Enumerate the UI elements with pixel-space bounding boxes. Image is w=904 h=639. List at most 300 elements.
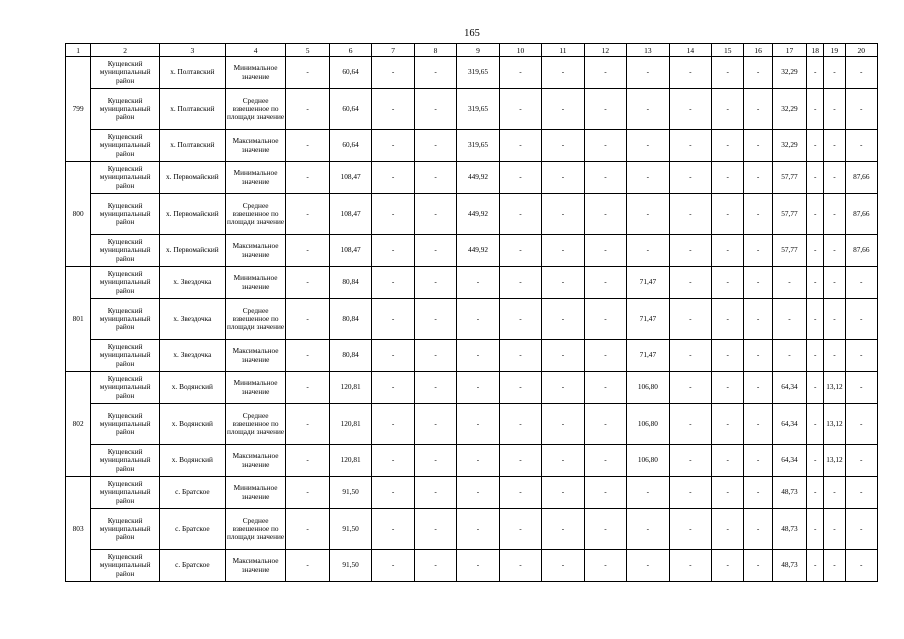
value-cell: 64,34	[772, 404, 806, 445]
column-header: 5	[286, 44, 329, 57]
settlement-cell: х. Звездочка	[160, 340, 226, 372]
value-cell: -	[584, 404, 626, 445]
value-cell: 108,47	[329, 235, 371, 267]
value-cell: -	[414, 267, 456, 299]
column-header: 17	[772, 44, 806, 57]
value-cell: -	[542, 267, 584, 299]
column-header: 19	[824, 44, 845, 57]
value-cell: -	[584, 550, 626, 582]
value-cell: -	[824, 194, 845, 235]
settlement-cell: х. Первомайский	[160, 235, 226, 267]
value-cell: -	[772, 267, 806, 299]
value-cell: 106,80	[627, 445, 669, 477]
value-cell: -	[414, 299, 456, 340]
value-cell: -	[457, 340, 499, 372]
table-row	[66, 509, 878, 550]
district-cell: Кущевский муниципальный район	[91, 235, 160, 267]
value-cell: -	[286, 509, 329, 550]
value-cell: -	[845, 372, 877, 404]
value-cell: -	[807, 194, 824, 235]
value-cell: 449,92	[457, 235, 499, 267]
value-cell: -	[584, 477, 626, 509]
value-cell: -	[712, 162, 744, 194]
settlement-cell: х. Первомайский	[160, 194, 226, 235]
statistic-cell: Максимальное значение	[225, 550, 286, 582]
column-header: 18	[807, 44, 824, 57]
value-cell: -	[669, 477, 711, 509]
value-cell: -	[845, 130, 877, 162]
district-cell: Кущевский муниципальный район	[91, 89, 160, 130]
value-cell: -	[845, 340, 877, 372]
value-cell: 48,73	[772, 477, 806, 509]
value-cell: -	[286, 130, 329, 162]
value-cell: 87,66	[845, 162, 877, 194]
value-cell: -	[286, 194, 329, 235]
row-number: 800	[66, 162, 91, 267]
value-cell: -	[286, 89, 329, 130]
district-cell: Кущевский муниципальный район	[91, 57, 160, 89]
value-cell: -	[712, 445, 744, 477]
value-cell: -	[584, 89, 626, 130]
table-row	[66, 130, 878, 162]
value-cell: -	[712, 340, 744, 372]
settlement-cell: х. Полтавский	[160, 130, 226, 162]
value-cell: 71,47	[627, 299, 669, 340]
value-cell: -	[744, 299, 772, 340]
value-cell: 319,65	[457, 57, 499, 89]
value-cell: -	[807, 340, 824, 372]
column-header: 15	[712, 44, 744, 57]
value-cell: -	[286, 477, 329, 509]
value-cell: -	[627, 130, 669, 162]
value-cell: -	[414, 89, 456, 130]
table-row	[66, 299, 878, 340]
district-cell: Кущевский муниципальный район	[91, 550, 160, 582]
value-cell: 106,80	[627, 404, 669, 445]
value-cell: -	[712, 57, 744, 89]
value-cell: -	[824, 550, 845, 582]
settlement-cell: х. Звездочка	[160, 267, 226, 299]
value-cell: 71,47	[627, 267, 669, 299]
value-cell: -	[372, 162, 414, 194]
value-cell: -	[499, 299, 541, 340]
value-cell: -	[669, 299, 711, 340]
value-cell: -	[845, 477, 877, 509]
value-cell: 108,47	[329, 162, 371, 194]
value-cell: -	[744, 194, 772, 235]
value-cell: -	[744, 477, 772, 509]
value-cell: -	[712, 89, 744, 130]
value-cell: -	[669, 550, 711, 582]
value-cell: -	[712, 299, 744, 340]
value-cell: -	[372, 404, 414, 445]
value-cell: -	[499, 130, 541, 162]
value-cell: 48,73	[772, 509, 806, 550]
value-cell: -	[845, 267, 877, 299]
value-cell: -	[457, 509, 499, 550]
value-cell: -	[499, 235, 541, 267]
column-header: 16	[744, 44, 772, 57]
column-header: 4	[225, 44, 286, 57]
district-cell: Кущевский муниципальный район	[91, 299, 160, 340]
value-cell: 13,12	[824, 372, 845, 404]
value-cell: -	[286, 372, 329, 404]
value-cell: -	[542, 404, 584, 445]
value-cell: -	[627, 162, 669, 194]
value-cell: 57,77	[772, 162, 806, 194]
value-cell: -	[807, 267, 824, 299]
value-cell: -	[499, 477, 541, 509]
value-cell: -	[457, 445, 499, 477]
data-table	[65, 43, 878, 582]
value-cell: -	[457, 267, 499, 299]
value-cell: -	[584, 235, 626, 267]
table-row	[66, 445, 878, 477]
value-cell: -	[807, 162, 824, 194]
value-cell: -	[414, 57, 456, 89]
settlement-cell: с. Братское	[160, 550, 226, 582]
district-cell: Кущевский муниципальный район	[91, 372, 160, 404]
value-cell: -	[824, 267, 845, 299]
value-cell: 80,84	[329, 267, 371, 299]
settlement-cell: х. Полтавский	[160, 89, 226, 130]
value-cell: 32,29	[772, 130, 806, 162]
value-cell: -	[414, 194, 456, 235]
value-cell: -	[807, 57, 824, 89]
value-cell: -	[744, 267, 772, 299]
value-cell: -	[457, 477, 499, 509]
value-cell: -	[372, 194, 414, 235]
value-cell: -	[845, 404, 877, 445]
column-header: 14	[669, 44, 711, 57]
column-header: 11	[542, 44, 584, 57]
value-cell: -	[772, 299, 806, 340]
settlement-cell: х. Водянский	[160, 445, 226, 477]
value-cell: -	[807, 89, 824, 130]
value-cell: -	[499, 340, 541, 372]
value-cell: -	[542, 477, 584, 509]
value-cell: -	[807, 550, 824, 582]
value-cell: -	[712, 372, 744, 404]
settlement-cell: х. Первомайский	[160, 162, 226, 194]
value-cell: -	[584, 130, 626, 162]
value-cell: 120,81	[329, 372, 371, 404]
value-cell: -	[457, 550, 499, 582]
value-cell: -	[286, 57, 329, 89]
table-row	[66, 550, 878, 582]
value-cell: -	[627, 89, 669, 130]
value-cell: -	[744, 130, 772, 162]
value-cell: -	[744, 89, 772, 130]
header-row	[66, 44, 878, 57]
value-cell: -	[286, 299, 329, 340]
table-row	[66, 57, 878, 89]
district-cell: Кущевский муниципальный район	[91, 340, 160, 372]
value-cell: 32,29	[772, 57, 806, 89]
value-cell: -	[807, 477, 824, 509]
value-cell: -	[669, 235, 711, 267]
value-cell: -	[824, 130, 845, 162]
value-cell: -	[824, 509, 845, 550]
value-cell: -	[372, 372, 414, 404]
district-cell: Кущевский муниципальный район	[91, 130, 160, 162]
value-cell: -	[669, 89, 711, 130]
value-cell: -	[542, 340, 584, 372]
value-cell: -	[372, 89, 414, 130]
statistic-cell: Среднее взвешенное по площади значение	[225, 194, 286, 235]
value-cell: 32,29	[772, 89, 806, 130]
table-row	[66, 162, 878, 194]
table-row	[66, 477, 878, 509]
value-cell: -	[824, 89, 845, 130]
column-header: 10	[499, 44, 541, 57]
settlement-cell: с. Братское	[160, 477, 226, 509]
value-cell: -	[744, 235, 772, 267]
value-cell: -	[669, 162, 711, 194]
value-cell: -	[286, 404, 329, 445]
column-header: 1	[66, 44, 91, 57]
value-cell: -	[286, 550, 329, 582]
value-cell: -	[669, 130, 711, 162]
settlement-cell: с. Братское	[160, 509, 226, 550]
table-row	[66, 89, 878, 130]
value-cell: -	[627, 550, 669, 582]
value-cell: -	[712, 477, 744, 509]
value-cell: -	[744, 57, 772, 89]
value-cell: -	[372, 299, 414, 340]
value-cell: -	[845, 550, 877, 582]
value-cell: -	[414, 477, 456, 509]
value-cell: -	[824, 299, 845, 340]
value-cell: 48,73	[772, 550, 806, 582]
settlement-cell: х. Звездочка	[160, 299, 226, 340]
value-cell: -	[457, 299, 499, 340]
value-cell: -	[372, 445, 414, 477]
district-cell: Кущевский муниципальный район	[91, 404, 160, 445]
value-cell: -	[457, 372, 499, 404]
value-cell: -	[845, 509, 877, 550]
statistic-cell: Среднее взвешенное по площади значение	[225, 299, 286, 340]
value-cell: -	[499, 509, 541, 550]
value-cell: -	[744, 372, 772, 404]
value-cell: -	[499, 194, 541, 235]
column-header: 12	[584, 44, 626, 57]
value-cell: 71,47	[627, 340, 669, 372]
district-cell: Кущевский муниципальный район	[91, 162, 160, 194]
column-header: 3	[160, 44, 226, 57]
value-cell: -	[542, 57, 584, 89]
value-cell: 120,81	[329, 404, 371, 445]
value-cell: -	[669, 372, 711, 404]
statistic-cell: Максимальное значение	[225, 445, 286, 477]
statistic-cell: Минимальное значение	[225, 162, 286, 194]
settlement-cell: х. Водянский	[160, 372, 226, 404]
value-cell: -	[845, 89, 877, 130]
value-cell: 108,47	[329, 194, 371, 235]
column-header: 2	[91, 44, 160, 57]
value-cell: -	[584, 372, 626, 404]
value-cell: 57,77	[772, 235, 806, 267]
value-cell: -	[807, 445, 824, 477]
value-cell: 57,77	[772, 194, 806, 235]
value-cell: -	[286, 162, 329, 194]
value-cell: -	[807, 404, 824, 445]
value-cell: -	[457, 404, 499, 445]
table-row	[66, 267, 878, 299]
value-cell: -	[744, 162, 772, 194]
value-cell: -	[744, 404, 772, 445]
district-cell: Кущевский муниципальный район	[91, 445, 160, 477]
value-cell: -	[414, 509, 456, 550]
value-cell: -	[744, 340, 772, 372]
value-cell: 319,65	[457, 89, 499, 130]
value-cell: 64,34	[772, 445, 806, 477]
value-cell: -	[627, 194, 669, 235]
value-cell: 87,66	[845, 194, 877, 235]
value-cell: 449,92	[457, 162, 499, 194]
value-cell: -	[669, 445, 711, 477]
value-cell: -	[744, 509, 772, 550]
column-header: 9	[457, 44, 499, 57]
statistic-cell: Среднее взвешенное по площади значение	[225, 509, 286, 550]
value-cell: -	[542, 89, 584, 130]
value-cell: -	[414, 372, 456, 404]
value-cell: -	[584, 57, 626, 89]
value-cell: -	[499, 404, 541, 445]
value-cell: -	[584, 445, 626, 477]
value-cell: 80,84	[329, 340, 371, 372]
value-cell: 106,80	[627, 372, 669, 404]
value-cell: 449,92	[457, 194, 499, 235]
row-number: 802	[66, 372, 91, 477]
value-cell: 13,12	[824, 404, 845, 445]
table-row	[66, 372, 878, 404]
value-cell: -	[542, 235, 584, 267]
statistic-cell: Среднее взвешенное по площади значение	[225, 404, 286, 445]
value-cell: -	[542, 550, 584, 582]
value-cell: -	[712, 404, 744, 445]
value-cell: -	[807, 235, 824, 267]
value-cell: -	[414, 445, 456, 477]
value-cell: 64,34	[772, 372, 806, 404]
value-cell: -	[669, 404, 711, 445]
value-cell: -	[542, 130, 584, 162]
value-cell: 319,65	[457, 130, 499, 162]
district-cell: Кущевский муниципальный район	[91, 194, 160, 235]
value-cell: -	[372, 267, 414, 299]
value-cell: -	[499, 372, 541, 404]
value-cell: -	[627, 235, 669, 267]
value-cell: 60,64	[329, 57, 371, 89]
column-header: 7	[372, 44, 414, 57]
value-cell: -	[584, 509, 626, 550]
value-cell: 80,84	[329, 299, 371, 340]
column-header: 13	[627, 44, 669, 57]
value-cell: -	[669, 267, 711, 299]
value-cell: -	[712, 194, 744, 235]
value-cell: -	[627, 477, 669, 509]
value-cell: -	[542, 372, 584, 404]
row-number: 799	[66, 57, 91, 162]
row-number: 801	[66, 267, 91, 372]
value-cell: -	[744, 550, 772, 582]
value-cell: 60,64	[329, 130, 371, 162]
value-cell: -	[712, 550, 744, 582]
table-row	[66, 235, 878, 267]
value-cell: -	[542, 162, 584, 194]
value-cell: -	[499, 267, 541, 299]
value-cell: -	[286, 445, 329, 477]
value-cell: -	[669, 57, 711, 89]
value-cell: -	[584, 299, 626, 340]
district-cell: Кущевский муниципальный район	[91, 477, 160, 509]
value-cell: 13,12	[824, 445, 845, 477]
value-cell: -	[712, 267, 744, 299]
district-cell: Кущевский муниципальный район	[91, 267, 160, 299]
value-cell: -	[772, 340, 806, 372]
value-cell: 91,50	[329, 509, 371, 550]
value-cell: -	[824, 57, 845, 89]
value-cell: -	[372, 235, 414, 267]
value-cell: -	[669, 194, 711, 235]
column-header: 20	[845, 44, 877, 57]
statistic-cell: Минимальное значение	[225, 372, 286, 404]
page-number: 165	[464, 28, 480, 39]
value-cell: -	[845, 445, 877, 477]
value-cell: -	[372, 340, 414, 372]
value-cell: -	[414, 550, 456, 582]
value-cell: -	[824, 162, 845, 194]
statistic-cell: Минимальное значение	[225, 477, 286, 509]
statistic-cell: Максимальное значение	[225, 235, 286, 267]
value-cell: -	[807, 130, 824, 162]
value-cell: -	[584, 267, 626, 299]
value-cell: -	[414, 340, 456, 372]
value-cell: -	[627, 57, 669, 89]
value-cell: 120,81	[329, 445, 371, 477]
value-cell: -	[286, 267, 329, 299]
value-cell: -	[584, 194, 626, 235]
table-row	[66, 194, 878, 235]
value-cell: 91,50	[329, 477, 371, 509]
value-cell: -	[712, 509, 744, 550]
value-cell: -	[542, 445, 584, 477]
value-cell: -	[542, 509, 584, 550]
value-cell: -	[824, 477, 845, 509]
value-cell: -	[584, 162, 626, 194]
value-cell: -	[627, 509, 669, 550]
value-cell: -	[414, 162, 456, 194]
value-cell: -	[414, 235, 456, 267]
value-cell: 87,66	[845, 235, 877, 267]
value-cell: -	[542, 194, 584, 235]
settlement-cell: х. Полтавский	[160, 57, 226, 89]
statistic-cell: Минимальное значение	[225, 267, 286, 299]
table-row	[66, 340, 878, 372]
value-cell: -	[499, 445, 541, 477]
district-cell: Кущевский муниципальный район	[91, 509, 160, 550]
statistic-cell: Максимальное значение	[225, 130, 286, 162]
value-cell: -	[845, 57, 877, 89]
column-header: 8	[414, 44, 456, 57]
value-cell: -	[499, 550, 541, 582]
value-cell: -	[286, 235, 329, 267]
value-cell: -	[499, 89, 541, 130]
value-cell: -	[669, 340, 711, 372]
value-cell: -	[542, 299, 584, 340]
table-row	[66, 404, 878, 445]
value-cell: -	[372, 130, 414, 162]
